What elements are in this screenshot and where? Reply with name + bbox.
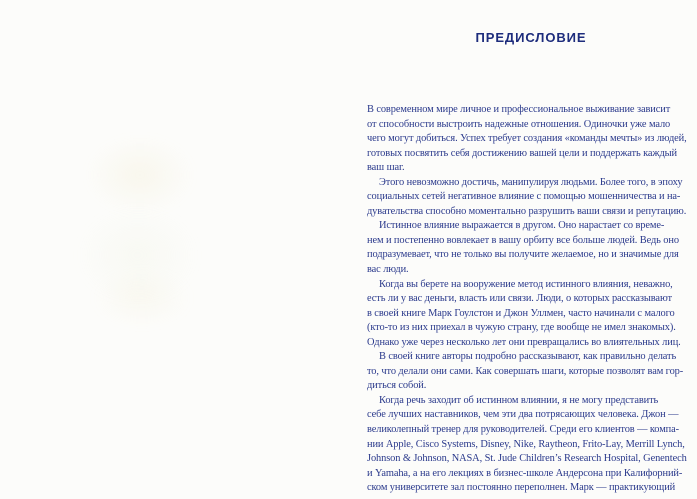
text-line: нии Apple, Cisco Systems, Disney, Nike, Raytheon, Frito-Lay, Merrill Lynch, [367,438,685,450]
text-line: себе лучших наставников, чем эти два потрясающих человека. Джон — [367,409,679,421]
paragraph [367,176,695,220]
text-line: (кто-то из них приехал в чужую страну, где вообще не имел знакомых). [367,322,676,334]
text-line: ском университете зал постоянно переполнен. Марк — практикующий [367,482,676,494]
text-line: чего могут добиться. Успех требует создания «команды мечты» из людей, [367,133,687,145]
text-line: Johnson & Johnson, NASA, St. Jude Children’s Research Hospital, Genentech [367,453,687,465]
body-text [367,103,695,496]
text-line: В своей книге авторы подробно рассказывают, как правильно делать [379,351,677,363]
text-line: диться собой. [367,380,427,392]
paragraph [367,350,695,394]
text-line: Когда вы берете на вооружение метод истинного влияния, неважно, [379,278,673,290]
text-line: готовых посвятить себя достижению вашей цели и поддержать каждый [367,147,678,159]
text-line: подразумевает, что не только вы получите желаемое, но и значимые для [367,249,679,261]
paragraph [367,219,695,277]
text-line: В современном мире личное и профессиональное выживание зависит [367,104,671,115]
text-line: от способности выстроить надежные отношения. Одиночки уже мало [367,118,671,130]
paragraph [367,278,695,351]
text-line: и Yamaha, а на его лекциях в бизнес-школе Андерсона при Калифорний- [367,467,683,479]
text-line: Истинное влияние выражается в другом. Оно нарастает со време- [379,220,665,232]
paragraph [367,103,695,176]
text-line: вас люди. [367,264,409,276]
show-through-mark [85,135,195,215]
text-line: в своей книге Марк Гоулстон и Джон Уллмен, часто начинали с малого [367,307,675,319]
text-line: то, что делали они сами. Как совершать шаги, которые позволят вам гор- [367,365,684,377]
text-line: великолепный тренер для руководителей. Среди его клиентов — компа- [367,424,680,436]
text-line: Этого невозможно достичь, манипулируя людьми. Более того, в эпоху [379,176,683,188]
text-line: нем и постепенно вовлекает в вашу орбиту все больше людей. Ведь оно [367,234,679,246]
text-line: Однако уже через несколько лет они превращались во влиятельных лиц. [367,336,681,348]
right-page [367,0,695,499]
text-line: есть ли у вас деньги, власть или связи. Люди, о которых рассказывают [367,293,672,305]
show-through-mark [92,268,192,328]
text-line: дувательства способно моментально разрушить ваши связи и репутацию. [367,205,687,217]
text-line: социальных сетей негативное влияние с помощью мошенничества и на- [367,191,681,203]
text-line: Когда речь заходит об истинном влиянии, я не могу представить [379,394,659,406]
chapter-title: ПРЕДИСЛОВИЕ [475,30,587,45]
text-line: ваш шаг. [367,162,405,174]
paragraph [367,394,695,496]
